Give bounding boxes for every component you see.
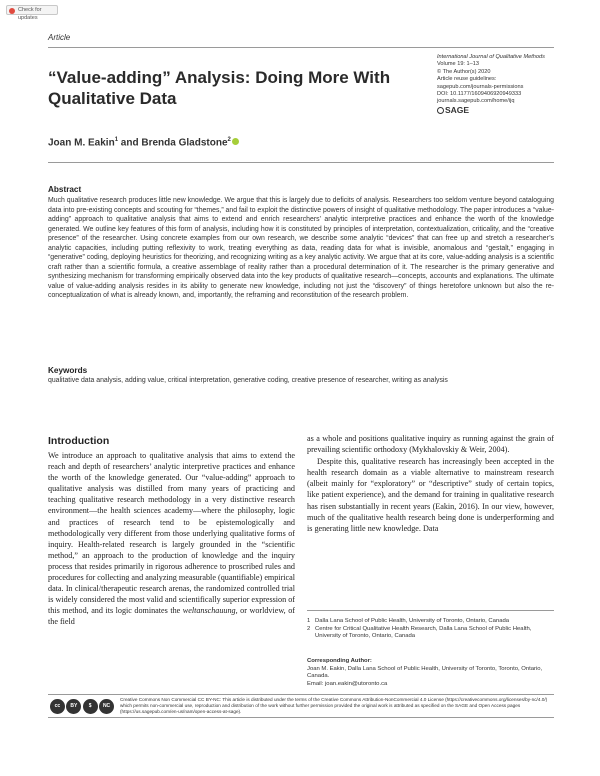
author-separator: and [118, 137, 142, 149]
sage-logo-text: SAGE [445, 104, 470, 115]
reuse-guidelines: Article reuse guidelines: [437, 76, 497, 83]
journal-name: International Journal of Qualitative Methods [437, 54, 545, 60]
author-divider [48, 162, 554, 163]
nc-label-icon: NC [99, 699, 114, 714]
corresponding-author-email[interactable]: Email: joan.eakin@utoronto.ca [307, 680, 388, 687]
author-name-1: Joan M. Eakin [48, 137, 115, 149]
by-icon: BY [66, 699, 81, 714]
author-name-2: Brenda Gladstone [141, 137, 228, 149]
corresponding-author-address: Joan M. Eakin, Dalla Lana School of Public Health, University of Toronto, Toronto, Ontario, Canada. [307, 665, 543, 680]
keywords-heading: Keywords [48, 366, 88, 375]
license-text: Creative Commons Non Commercial CC BY-NC: This article is distributed under the terms of the Creative Commons Attribution-NonCommercial 4.0 License (https://creativecommons.org/licenses/by-nc/4.0/) which permits non-commercial use, reproduction and distribution of the work without further permission provided the original work is attributed as specified on the SAGE and Open Access pages (https://us.sagepub.com/en-us/nam/open-access-at-sage). [120, 696, 548, 715]
affiliation-text: Centre for Critical Qualitative Health Research, Dalla Lana School of Public Health, University of Toronto, Ontario, Canada [315, 625, 532, 640]
journal-url[interactable]: journals.sagepub.com/home/ijq [437, 98, 515, 105]
affiliation-text: Dalla Lana School of Public Health, University of Toronto, Ontario, Canada [315, 618, 510, 624]
abstract-heading: Abstract [48, 185, 82, 194]
cc-by-nc-logo [50, 699, 114, 714]
affiliation-1 [307, 618, 554, 626]
sage-logo [437, 104, 567, 115]
intro-col2-paragraph-2: Despite this, qualitative research has increasingly been accepted in the health research domain as a viable alternative to mainstream research (albeit mainly for “exploratory” or “descriptive” study of certain topics, like patient experience), and the demand for training in qualitative research has risen substantially in recent years (Eakin, 2016). In our view, however, much of the qualitative health research being done is underperforming and is generating little new knowledge. Data [307, 457, 554, 533]
paper-title: “Value-adding” Analysis: Doing More With Qualitative Data [48, 68, 391, 108]
introduction-heading: Introduction [48, 435, 110, 447]
affiliation-number: 1 [307, 618, 311, 624]
affiliations [307, 618, 554, 641]
doi-line[interactable]: DOI: 10.1177/1609406920949333 [437, 91, 522, 98]
affiliation-2 [307, 626, 554, 641]
introduction-column-1 [48, 450, 295, 628]
nc-icon: $ [83, 699, 98, 714]
abstract-body: Much qualitative research produces little new knowledge. We argue that this is largely due to deficits of analysis. Researchers too seldom venture beyond cataloguing data into pre-existing concepts and scouting for “themes,” and fail to exploit the distinctive powers of insight of qualitative methodology. The paper introduces a “value-adding” approach to qualitative analysis that aims to extend and enrich researchers’ analytic interpretive practices and enhance the worth of the knowledge generated. We outline key features of this form of analysis, including how it is constituted by principles of interpretation, contextualization, criticality, and the “creative presence” of the researcher. Using concrete examples from our own research, we describe some analytic “devices” that can free up and stretch a researcher’s analytic capacities, including putting reflexivity to work, treating everything as data, reading data for what is invisible, anomalous and “gestalt,” engaging in “generative” coding, deploying heuristics for theorizing, and recognizing writing as a key analytic activity. We argue that at its core, value-adding analysis is a scientific craft rather than a scientific formula, a creative assemblage of reality rather than a procedural determination of it. The researcher is the primary generative and synthesizing mechanism for transforming empirically observed data into the key products of qualitative research—concepts, accounts and explanations. The ultimate value of value-adding analysis resides in its ability to generate new knowledge, including not just the “discovery” of things heretofore unknown but also the re-conceptualization of what is already known, and, importantly, the reframing and reconstitution of the research problem. [48, 197, 554, 300]
footnote-divider [307, 610, 554, 611]
author-affil-1: 1 [114, 137, 119, 143]
journal-volume: Volume 19: 1–13 [437, 61, 479, 68]
corresponding-author [307, 658, 554, 688]
article-type-label: Article [48, 33, 71, 42]
intro-col2-paragraph-1: as a whole and positions qualitative inquiry as running against the grain of prevailing scientific orthodoxy (Mykhalovskiy & Weir, 2004). [307, 434, 554, 455]
intro-italic-term: weltanschauung, [182, 606, 238, 616]
affiliation-number: 2 [307, 625, 311, 632]
check-for-updates-label: Check for updates [18, 7, 42, 21]
copyright-line: © The Author(s) 2020 [437, 68, 491, 75]
intro-text-start: We introduce an approach to qualitative analysis that aims to extend the reach and depth of researchers’ analytic interpretive practices and enhance the worth of the knowledge generated. Our “value-adding” approach to qualitative analysis was distilled from many years of practicing and teaching qualitative research methodology in a very distinctive research environment—the health sciences academy—where the philosophy, logic and practices of research tend to be epistemologically and methodologically very different from those underlying qualitative forms of inquiry. Health-related research is largely grounded in the “scientific method,” an approach to the production of knowledge and the inquiry process that resides primarily in rigorous adherence to proscribed rules and procedures for collecting and analyzing measurable (quantifiable) empirical data. In clinical/therapeutic research arenas, the randomized controlled trial is widely considered the most valid and scientifically superior expression of this method, and its logic dominates the [48, 451, 295, 616]
cc-icon: cc [50, 699, 65, 714]
journal-metadata [437, 54, 567, 114]
author-affil-2: 2 [227, 137, 231, 143]
introduction-column-2 [307, 433, 554, 534]
orcid-icon[interactable] [232, 138, 239, 145]
license-box [48, 694, 554, 718]
sage-globe-icon [437, 107, 444, 114]
corresponding-author-heading: Corresponding Author: [307, 658, 372, 664]
crossmark-icon [9, 8, 15, 14]
reuse-link[interactable]: sagepub.com/journals-permissions [437, 83, 524, 90]
keywords-body: qualitative data analysis, adding value, critical interpretation, generative coding, creative presence of researcher, writing as analysis [48, 377, 448, 384]
author-list [48, 137, 239, 148]
check-for-updates-badge[interactable] [6, 5, 58, 21]
header-divider [48, 47, 554, 48]
intro-text-end: or worldview, of the field [48, 606, 295, 627]
